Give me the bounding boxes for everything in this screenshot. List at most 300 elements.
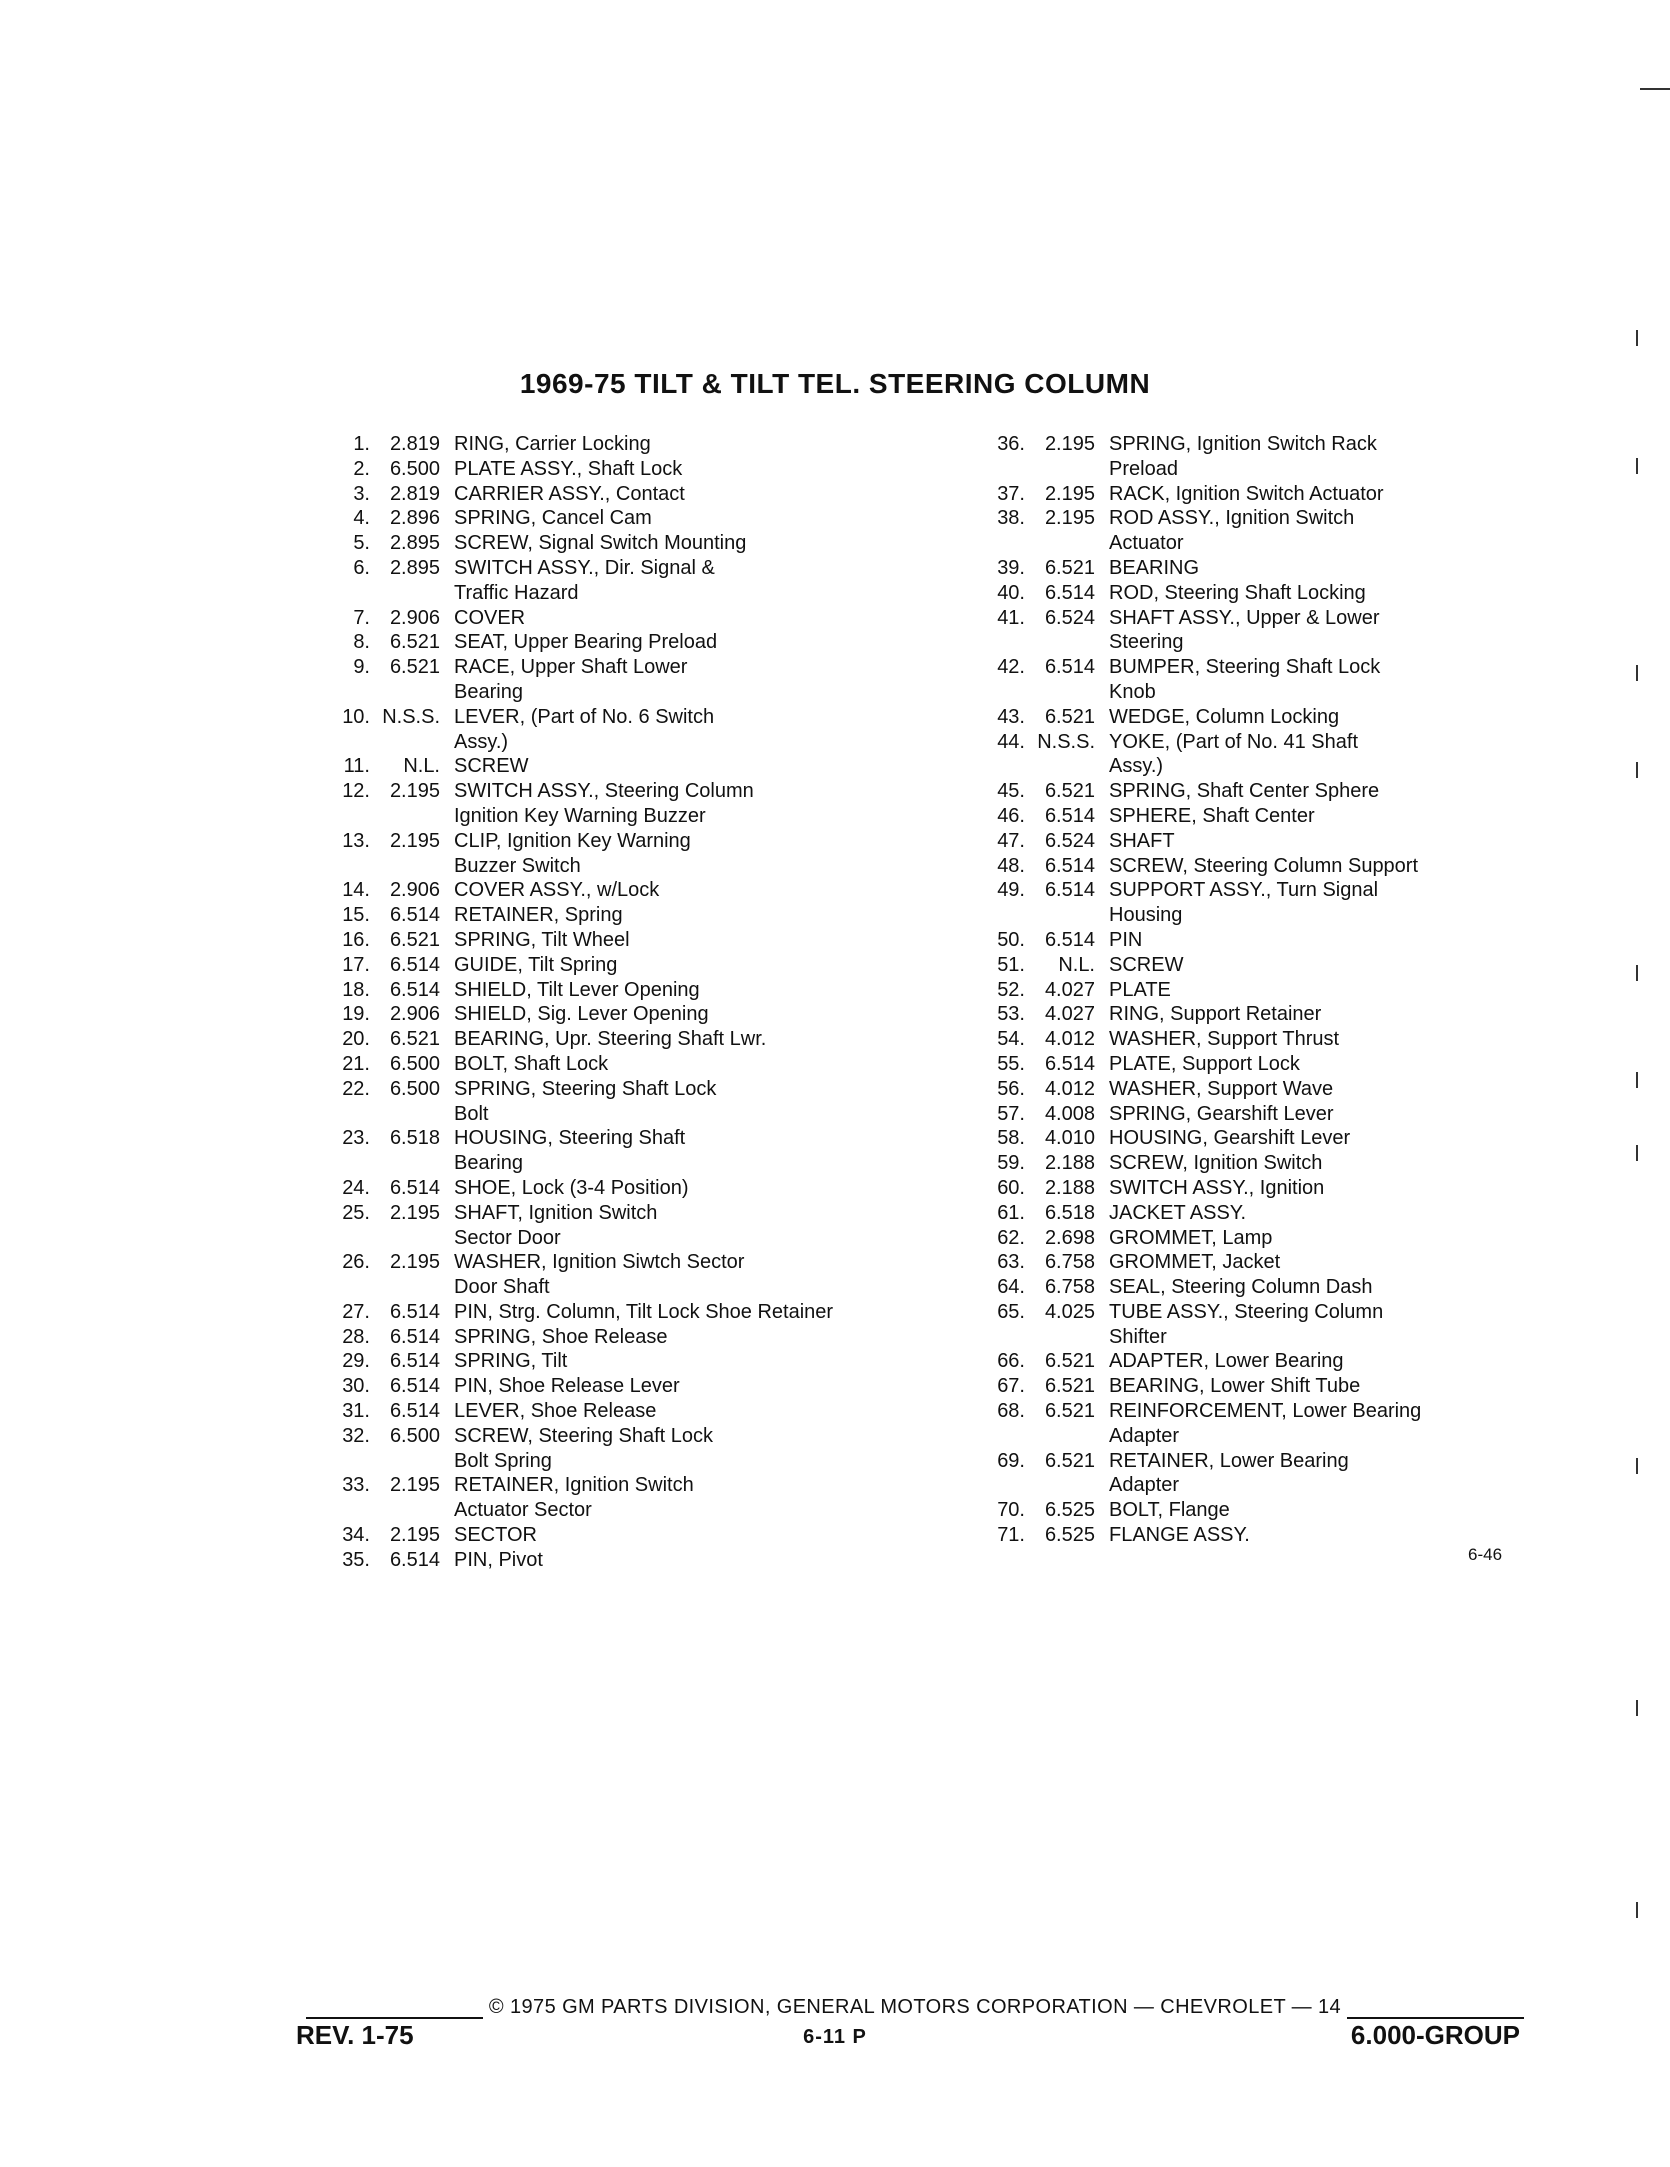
group-code: N.S.S.	[1037, 730, 1095, 753]
part-entry	[330, 1027, 950, 1052]
part-entry	[985, 1176, 1505, 1201]
description-line: BEARING	[1109, 556, 1200, 579]
part-description	[454, 606, 950, 631]
group-code: 6.514	[1044, 581, 1095, 604]
description-line: LEVER, Shoe Release	[454, 1400, 657, 1423]
part-number: 40.	[997, 581, 1025, 604]
group-code: 4.012	[1044, 1077, 1095, 1100]
description-line: GROMMET, Jacket	[1109, 1251, 1281, 1274]
part-entry	[985, 482, 1505, 507]
description-line: Preload	[1109, 457, 1178, 480]
description-line: RETAINER, Spring	[454, 904, 623, 927]
part-number: 8.	[353, 631, 370, 654]
description-line: RING, Carrier Locking	[454, 433, 651, 455]
scan-mark	[1636, 1458, 1638, 1474]
part-entry	[330, 482, 950, 507]
part-description	[454, 878, 950, 903]
part-number: 69.	[997, 1449, 1025, 1472]
part-number: 30.	[342, 1375, 370, 1398]
group-code: 2.819	[389, 433, 440, 455]
part-description	[1109, 953, 1505, 978]
part-number: 2.	[353, 457, 370, 480]
group-code: 6.514	[389, 904, 440, 927]
part-description	[1109, 854, 1505, 879]
part-entry	[330, 829, 950, 879]
part-number: 57.	[997, 1102, 1025, 1125]
group-code: 6.521	[389, 656, 440, 679]
description-line: Assy.)	[454, 730, 509, 753]
part-number: 7.	[353, 606, 370, 629]
description-line: PIN	[1109, 928, 1143, 951]
part-number: 64.	[997, 1276, 1025, 1299]
part-description	[454, 978, 950, 1003]
description-line: SWITCH ASSY., Steering Column	[454, 780, 754, 803]
scan-mark	[1636, 665, 1638, 681]
footer-rule-right	[1347, 2003, 1524, 2019]
part-entry	[985, 1275, 1505, 1300]
part-entry	[985, 556, 1505, 581]
group-code: 6.500	[389, 457, 440, 480]
part-number: 15.	[342, 904, 370, 927]
part-description	[454, 457, 950, 482]
part-entry	[985, 1300, 1505, 1350]
part-entry	[330, 1548, 950, 1573]
part-description	[1109, 1027, 1505, 1052]
part-description	[1109, 804, 1505, 829]
description-line: SHAFT	[1109, 829, 1175, 852]
figure-reference: 6-46	[1468, 1545, 1503, 1564]
description-line: SCREW	[1109, 953, 1184, 976]
part-number: 65.	[997, 1300, 1025, 1323]
group-code: 6.500	[389, 1077, 440, 1100]
part-entry	[330, 506, 950, 531]
scan-mark	[1636, 1072, 1638, 1088]
part-number: 45.	[997, 780, 1025, 803]
part-entry	[985, 1449, 1505, 1499]
group-code: 6.514	[1044, 656, 1095, 679]
group-code: 2.819	[389, 482, 440, 505]
group-code: 6.758	[1044, 1251, 1095, 1274]
part-number: 5.	[353, 532, 370, 555]
description-line: GROMMET, Lamp	[1109, 1226, 1273, 1249]
group-code: 6.521	[389, 1028, 440, 1051]
part-description	[1109, 1523, 1505, 1548]
part-number: 44.	[997, 730, 1025, 753]
description-line: Assy.)	[1109, 755, 1164, 778]
part-description	[1109, 1226, 1505, 1251]
description-line: CLIP, Ignition Key Warning	[454, 829, 691, 852]
description-line: SPRING, Cancel Cam	[454, 507, 652, 530]
scan-mark	[1636, 965, 1638, 981]
description-line: Housing	[1109, 904, 1183, 927]
part-description	[454, 928, 950, 953]
group-code: 6.514	[389, 1176, 440, 1199]
part-description	[454, 1176, 950, 1201]
part-number: 12.	[342, 780, 370, 803]
part-entry	[330, 432, 950, 457]
part-description	[1109, 1126, 1505, 1151]
part-entry	[985, 1498, 1505, 1523]
group-code: 2.195	[389, 1251, 440, 1274]
part-entry	[330, 1201, 950, 1251]
part-entry	[330, 903, 950, 928]
part-entry	[330, 1126, 950, 1176]
group-code: N.L.	[403, 755, 440, 778]
description-line: REINFORCEMENT, Lower Bearing	[1109, 1400, 1422, 1423]
description-line: WEDGE, Column Locking	[1109, 705, 1340, 728]
part-number: 66.	[997, 1350, 1025, 1373]
group-code: 6.514	[389, 978, 440, 1001]
group-code: 6.514	[389, 1375, 440, 1398]
description-line: SHIELD, Sig. Lever Opening	[454, 1003, 709, 1026]
part-number: 9.	[353, 656, 370, 679]
part-entry	[330, 978, 950, 1003]
part-description	[1109, 829, 1505, 854]
part-entry	[985, 1002, 1505, 1027]
description-line: WASHER, Support Wave	[1109, 1077, 1334, 1100]
group-code: 6.524	[1044, 606, 1095, 629]
part-entry	[330, 878, 950, 903]
part-entry	[330, 556, 950, 606]
parts-list-left	[330, 432, 950, 1573]
description-line: LEVER, (Part of No. 6 Switch	[454, 705, 715, 728]
description-line: RACK, Ignition Switch Actuator	[1109, 482, 1384, 505]
part-number: 19.	[342, 1003, 370, 1026]
scan-mark	[1640, 88, 1670, 90]
description-line: SUPPORT ASSY., Turn Signal	[1109, 879, 1379, 902]
part-description	[1109, 730, 1505, 780]
part-entry	[330, 1523, 950, 1548]
group-code: 6.518	[389, 1127, 440, 1150]
description-line: SHAFT, Ignition Switch	[454, 1201, 658, 1224]
group-code: 6.521	[1044, 1400, 1095, 1423]
description-line: PLATE	[1109, 978, 1171, 1001]
part-number: 60.	[997, 1176, 1025, 1199]
group-code: 2.188	[1044, 1176, 1095, 1199]
part-number: 37.	[997, 482, 1025, 505]
part-number: 62.	[997, 1226, 1025, 1249]
group-code: 6.521	[1044, 705, 1095, 728]
description-line: GUIDE, Tilt Spring	[454, 953, 618, 976]
part-number: 25.	[342, 1201, 370, 1224]
part-description	[1109, 1250, 1505, 1275]
part-description	[454, 1349, 950, 1374]
part-description	[1109, 655, 1505, 705]
group-code: 4.027	[1044, 1003, 1095, 1026]
part-number: 13.	[342, 829, 370, 852]
part-number: 50.	[997, 928, 1025, 951]
scan-mark	[1636, 1145, 1638, 1161]
description-line: Bearing	[454, 680, 523, 703]
page-number: 6-11 P	[803, 2026, 867, 2048]
part-number: 41.	[997, 606, 1025, 629]
part-entry	[330, 705, 950, 755]
part-description	[454, 1374, 950, 1399]
group-code: 2.195	[389, 780, 440, 803]
group-code: 6.758	[1044, 1276, 1095, 1299]
part-entry	[985, 1201, 1505, 1226]
description-line: SPRING, Ignition Switch Rack	[1109, 433, 1377, 455]
scan-mark	[1636, 458, 1638, 474]
group-code: 6.521	[1044, 1449, 1095, 1472]
description-line: SHIELD, Tilt Lever Opening	[454, 978, 700, 1001]
description-line: Door Shaft	[454, 1276, 550, 1299]
description-line: BEARING, Lower Shift Tube	[1109, 1375, 1361, 1398]
part-number: 27.	[342, 1300, 370, 1323]
part-entry	[330, 1424, 950, 1474]
description-line: PLATE ASSY., Shaft Lock	[454, 457, 683, 480]
group-code: 6.518	[1044, 1201, 1095, 1224]
part-number: 46.	[997, 804, 1025, 827]
part-number: 22.	[342, 1077, 370, 1100]
description-line: CARRIER ASSY., Contact	[454, 482, 685, 505]
part-number: 42.	[997, 656, 1025, 679]
part-entry	[330, 1349, 950, 1374]
part-entry	[985, 953, 1505, 978]
description-line: BEARING, Upr. Steering Shaft Lwr.	[454, 1028, 767, 1051]
description-line: Adapter	[1109, 1424, 1180, 1447]
description-line: SPHERE, Shaft Center	[1109, 804, 1315, 827]
group-code: 6.514	[1044, 928, 1095, 951]
group-code: 6.521	[1044, 1350, 1095, 1373]
part-entry	[330, 779, 950, 829]
description-line: RACE, Upper Shaft Lower	[454, 656, 688, 679]
group-code: 4.008	[1044, 1102, 1095, 1125]
part-description	[454, 1523, 950, 1548]
part-description	[454, 705, 950, 755]
part-number: 4.	[353, 507, 370, 530]
scan-mark	[1636, 1700, 1638, 1716]
description-line: ROD, Steering Shaft Locking	[1109, 581, 1366, 604]
part-description	[1109, 556, 1505, 581]
group-code: 2.195	[1044, 482, 1095, 505]
part-number: 3.	[353, 482, 370, 505]
part-entry	[985, 1250, 1505, 1275]
group-code: 2.895	[389, 556, 440, 579]
part-description	[1109, 1151, 1505, 1176]
part-description	[1109, 482, 1505, 507]
group-code: 6.514	[1044, 879, 1095, 902]
part-description	[1109, 1201, 1505, 1226]
part-entry	[330, 1052, 950, 1077]
part-entry	[330, 1374, 950, 1399]
part-description	[1109, 978, 1505, 1003]
part-number: 39.	[997, 556, 1025, 579]
group-code: 2.906	[389, 879, 440, 902]
description-line: SCREW	[454, 755, 529, 778]
part-description	[1109, 1077, 1505, 1102]
part-description	[454, 829, 950, 879]
description-line: ADAPTER, Lower Bearing	[1109, 1350, 1344, 1373]
part-description	[1109, 506, 1505, 556]
description-line: BUMPER, Steering Shaft Lock	[1109, 656, 1381, 679]
description-line: PLATE, Support Lock	[1109, 1052, 1300, 1075]
part-number: 67.	[997, 1375, 1025, 1398]
description-line: SPRING, Tilt Wheel	[454, 928, 630, 951]
group-code: 6.514	[389, 1350, 440, 1373]
description-line: SHAFT ASSY., Upper & Lower	[1109, 606, 1380, 629]
description-line: SPRING, Gearshift Lever	[1109, 1102, 1334, 1125]
part-entry	[330, 1176, 950, 1201]
group-code: 2.896	[389, 507, 440, 530]
part-number: 26.	[342, 1251, 370, 1274]
part-description	[454, 1250, 950, 1300]
description-line: Adapter	[1109, 1474, 1180, 1497]
part-number: 59.	[997, 1152, 1025, 1175]
group-label: 6.000-GROUP	[1350, 2020, 1520, 2050]
description-line: RETAINER, Lower Bearing	[1109, 1449, 1349, 1472]
part-entry	[985, 878, 1505, 928]
part-number: 54.	[997, 1028, 1025, 1051]
description-line: HOUSING, Steering Shaft	[454, 1127, 686, 1150]
part-number: 49.	[997, 879, 1025, 902]
description-line: WASHER, Ignition Siwtch Sector	[454, 1251, 745, 1274]
part-number: 38.	[997, 507, 1025, 530]
part-entry	[330, 953, 950, 978]
description-line: PIN, Pivot	[454, 1548, 543, 1571]
part-number: 33.	[342, 1474, 370, 1497]
part-entry	[985, 1052, 1505, 1077]
description-line: YOKE, (Part of No. 41 Shaft	[1109, 730, 1359, 753]
description-line: ROD ASSY., Ignition Switch	[1109, 507, 1355, 530]
part-description	[454, 953, 950, 978]
part-entry	[985, 730, 1505, 780]
description-line: Actuator	[1109, 532, 1184, 555]
description-line: Knob	[1109, 680, 1156, 703]
part-description	[454, 1077, 950, 1127]
part-description	[1109, 1300, 1505, 1350]
group-code: N.L.	[1058, 953, 1095, 976]
description-line: WASHER, Support Thrust	[1109, 1028, 1340, 1051]
description-line: Shifter	[1109, 1325, 1167, 1348]
description-line: SWITCH ASSY., Ignition	[1109, 1176, 1325, 1199]
part-description	[1109, 1498, 1505, 1523]
description-line: SPRING, Steering Shaft Lock	[454, 1077, 717, 1100]
part-entry	[330, 606, 950, 631]
part-description	[454, 1300, 950, 1325]
group-code: 6.521	[1044, 780, 1095, 803]
group-code: 4.010	[1044, 1127, 1095, 1150]
part-entry	[330, 1300, 950, 1325]
group-code: 6.514	[1044, 1052, 1095, 1075]
part-entry	[330, 1250, 950, 1300]
part-entry	[985, 1374, 1505, 1399]
part-number: 35.	[342, 1548, 370, 1571]
part-description	[1109, 928, 1505, 953]
part-entry	[985, 1226, 1505, 1251]
description-line: BOLT, Flange	[1109, 1499, 1230, 1522]
description-line: SCREW, Steering Column Support	[1109, 854, 1419, 877]
group-code: 2.195	[1044, 507, 1095, 530]
group-code: 6.514	[1044, 804, 1095, 827]
part-entry	[330, 457, 950, 482]
description-line: HOUSING, Gearshift Lever	[1109, 1127, 1351, 1150]
part-entry	[985, 779, 1505, 804]
part-description	[454, 779, 950, 829]
part-description	[454, 630, 950, 655]
group-code: N.S.S.	[382, 705, 440, 728]
part-entry	[330, 754, 950, 779]
part-description	[454, 1548, 950, 1573]
part-entry	[985, 1523, 1505, 1548]
part-number: 47.	[997, 829, 1025, 852]
group-code: 2.195	[389, 1524, 440, 1547]
part-description	[454, 482, 950, 507]
part-entry	[985, 1102, 1505, 1127]
part-description	[1109, 1374, 1505, 1399]
scan-mark	[1636, 762, 1638, 778]
description-line: SEAT, Upper Bearing Preload	[454, 631, 718, 654]
part-number: 17.	[342, 953, 370, 976]
group-code: 4.012	[1044, 1028, 1095, 1051]
part-entry	[985, 655, 1505, 705]
group-code: 6.521	[1044, 556, 1095, 579]
part-entry	[985, 1349, 1505, 1374]
part-description	[1109, 705, 1505, 730]
part-entry	[330, 1473, 950, 1523]
group-code: 2.698	[1044, 1226, 1095, 1249]
group-code: 2.188	[1044, 1152, 1095, 1175]
part-number: 1.	[353, 433, 370, 455]
description-line: Bearing	[454, 1152, 523, 1175]
part-number: 32.	[342, 1424, 370, 1447]
part-number: 48.	[997, 854, 1025, 877]
part-description	[1109, 1002, 1505, 1027]
description-line: SCREW, Steering Shaft Lock	[454, 1424, 714, 1447]
group-code: 2.895	[389, 532, 440, 555]
group-code: 6.500	[389, 1424, 440, 1447]
group-code: 4.027	[1044, 978, 1095, 1001]
part-entry	[985, 432, 1505, 482]
group-code: 6.525	[1044, 1524, 1095, 1547]
part-entry	[985, 581, 1505, 606]
part-description	[1109, 1349, 1505, 1374]
part-entry	[985, 506, 1505, 556]
group-code: 6.524	[1044, 829, 1095, 852]
description-line: Steering	[1109, 631, 1184, 654]
scan-mark	[1636, 330, 1638, 346]
description-line: Buzzer Switch	[454, 854, 581, 877]
group-code: 6.514	[389, 953, 440, 976]
group-code: 6.500	[389, 1052, 440, 1075]
part-number: 20.	[342, 1028, 370, 1051]
part-number: 70.	[997, 1499, 1025, 1522]
part-description	[1109, 1176, 1505, 1201]
revision-label: REV. 1-75	[296, 2020, 414, 2050]
part-number: 28.	[342, 1325, 370, 1348]
group-code: 6.514	[389, 1325, 440, 1348]
part-description	[454, 1325, 950, 1350]
part-number: 21.	[342, 1052, 370, 1075]
part-description	[454, 1399, 950, 1424]
group-code: 4.025	[1044, 1300, 1095, 1323]
part-number: 24.	[342, 1176, 370, 1199]
description-line: SPRING, Tilt	[454, 1350, 568, 1373]
part-description	[454, 1473, 950, 1523]
group-code: 6.521	[389, 928, 440, 951]
part-number: 56.	[997, 1077, 1025, 1100]
part-description	[454, 1027, 950, 1052]
parts-list-right	[985, 432, 1505, 1548]
part-entry	[985, 804, 1505, 829]
part-number: 18.	[342, 978, 370, 1001]
part-entry	[985, 1077, 1505, 1102]
part-description	[454, 531, 950, 556]
group-code: 2.906	[389, 606, 440, 629]
part-description	[454, 1126, 950, 1176]
part-description	[454, 1201, 950, 1251]
part-number: 71.	[997, 1524, 1025, 1547]
